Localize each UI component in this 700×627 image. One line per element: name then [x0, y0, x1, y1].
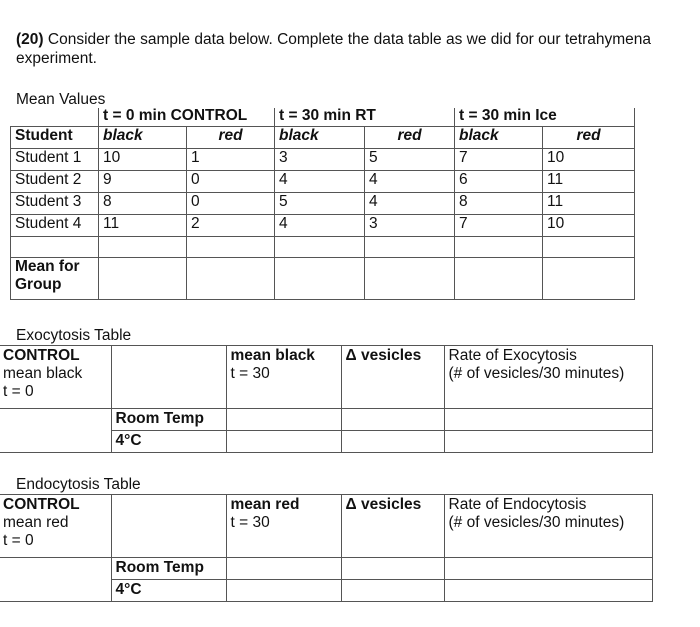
cell: 2: [187, 214, 275, 236]
exo-input-cell[interactable]: [226, 409, 341, 431]
exo-cold-label: 4°C: [111, 431, 226, 453]
blank-cell: [455, 236, 543, 257]
endo-input-cell[interactable]: [226, 558, 341, 580]
cell: 4: [365, 192, 455, 214]
table-row: [11, 148, 635, 170]
cell: 10: [543, 214, 635, 236]
mean-values-table: [10, 108, 635, 300]
exocytosis-caption: Exocytosis Table: [16, 327, 132, 344]
student-header: Student: [11, 126, 99, 148]
exo-rate-head-line2: (# of vesicles/30 minutes): [448, 365, 625, 382]
cell: 7: [455, 214, 543, 236]
endocytosis-table: [0, 494, 653, 602]
exo-mean-head-line1: mean black: [230, 347, 315, 364]
mean-for-group-label: [11, 257, 99, 299]
exo-input-cell[interactable]: [226, 431, 341, 453]
cell: 11: [543, 192, 635, 214]
cell: 10: [99, 148, 187, 170]
group-header-ice: t = 30 min Ice: [455, 108, 635, 126]
table-row: [11, 214, 635, 236]
endo-cold-label: 4°C: [111, 580, 226, 602]
exo-rate-head: [444, 346, 652, 409]
sub-header-rt-black: black: [275, 126, 365, 148]
group-header-rt: t = 30 min RT: [275, 108, 455, 126]
sub-header-control-red: red: [187, 126, 275, 148]
row-label: Student 3: [11, 192, 99, 214]
mean-input-cell[interactable]: [99, 257, 187, 299]
endo-input-cell[interactable]: [444, 558, 652, 580]
question-body: Consider the sample data below. Complete the data table as we did for our tetrahymena experiment.: [16, 31, 652, 67]
endo-control-title: CONTROL: [3, 496, 80, 513]
mean-input-cell[interactable]: [187, 257, 275, 299]
cell: 6: [455, 170, 543, 192]
endocytosis-caption: Endocytosis Table: [16, 476, 141, 493]
endo-input-cell[interactable]: [341, 580, 444, 602]
endo-input-cell[interactable]: [341, 558, 444, 580]
exo-mean-head: [226, 346, 341, 409]
sub-header-control-black: black: [99, 126, 187, 148]
blank-cell: [543, 236, 635, 257]
endo-input-cell[interactable]: [226, 580, 341, 602]
endo-room-temp-row: [0, 558, 652, 580]
blank-cell: [11, 236, 99, 257]
exo-control-line3: t = 0: [3, 383, 34, 400]
question-text: [16, 30, 676, 68]
mean-for-group-row: [11, 257, 635, 299]
cell: 4: [275, 170, 365, 192]
exo-control-cell: [0, 346, 111, 409]
cell: 1: [187, 148, 275, 170]
blank-cell: [99, 236, 187, 257]
blank-row: [11, 236, 635, 257]
cell: 5: [365, 148, 455, 170]
endo-mean-head: [226, 495, 341, 558]
endo-empty-cell: [0, 558, 111, 602]
endo-delta-head: Δ vesicles: [341, 495, 444, 558]
sub-header-ice-red: red: [543, 126, 635, 148]
exo-room-temp-label: Room Temp: [111, 409, 226, 431]
endo-rate-head: [444, 495, 652, 558]
mean-values-caption: Mean Values: [16, 91, 106, 108]
row-label: Student 2: [11, 170, 99, 192]
exo-room-temp-row: [0, 409, 652, 431]
cell: 4: [275, 214, 365, 236]
exo-control-line2: mean black: [3, 365, 83, 382]
exo-mean-head-line2: t = 30: [230, 365, 270, 382]
exo-control-value-cell[interactable]: [111, 346, 226, 409]
exo-control-title: CONTROL: [3, 347, 80, 364]
endo-control-value-cell[interactable]: [111, 495, 226, 558]
exo-input-cell[interactable]: [341, 409, 444, 431]
cell: 11: [99, 214, 187, 236]
row-label: Student 1: [11, 148, 99, 170]
cell: 0: [187, 170, 275, 192]
cell: 5: [275, 192, 365, 214]
cell: 3: [275, 148, 365, 170]
endo-rate-head-line1: Rate of Endocytosis: [448, 496, 587, 513]
sub-header-row: [11, 126, 635, 148]
blank-cell: [365, 236, 455, 257]
cell: 4: [365, 170, 455, 192]
blank-cell: [187, 236, 275, 257]
endocytosis-header-row: [0, 495, 652, 558]
cell: 0: [187, 192, 275, 214]
cell: 8: [99, 192, 187, 214]
mean-input-cell[interactable]: [543, 257, 635, 299]
cell: 10: [543, 148, 635, 170]
cell: 9: [99, 170, 187, 192]
sub-header-rt-red: red: [365, 126, 455, 148]
exo-empty-cell: [0, 409, 111, 453]
exocytosis-table: [0, 345, 653, 453]
mean-input-cell[interactable]: [365, 257, 455, 299]
exo-input-cell[interactable]: [444, 409, 652, 431]
exo-delta-head: Δ vesicles: [341, 346, 444, 409]
mean-input-cell[interactable]: [455, 257, 543, 299]
endo-mean-head-line2: t = 30: [230, 514, 270, 531]
mean-label-line2: Group: [15, 275, 62, 293]
endo-control-cell: [0, 495, 111, 558]
exo-input-cell[interactable]: [444, 431, 652, 453]
table-row: [11, 192, 635, 214]
cell: 8: [455, 192, 543, 214]
cell: 3: [365, 214, 455, 236]
table-row: [11, 170, 635, 192]
question-number: (20): [16, 31, 44, 48]
cell: 11: [543, 170, 635, 192]
group-header-control: t = 0 min CONTROL: [99, 108, 275, 126]
endo-input-cell[interactable]: [444, 580, 652, 602]
endo-room-temp-label: Room Temp: [111, 558, 226, 580]
endo-rate-head-line2: (# of vesicles/30 minutes): [448, 514, 625, 531]
group-header-row: [11, 108, 635, 126]
exo-input-cell[interactable]: [341, 431, 444, 453]
cell: 7: [455, 148, 543, 170]
endo-control-line2: mean red: [3, 514, 69, 531]
mean-input-cell[interactable]: [275, 257, 365, 299]
blank-cell: [275, 236, 365, 257]
sub-header-ice-black: black: [455, 126, 543, 148]
row-label: Student 4: [11, 214, 99, 236]
endo-control-line3: t = 0: [3, 532, 34, 549]
endo-mean-head-line1: mean red: [230, 496, 300, 513]
exocytosis-header-row: [0, 346, 652, 409]
exo-rate-head-line1: Rate of Exocytosis: [448, 347, 577, 364]
corner-cell: [11, 108, 99, 126]
mean-label-line1: Mean for: [15, 257, 80, 275]
